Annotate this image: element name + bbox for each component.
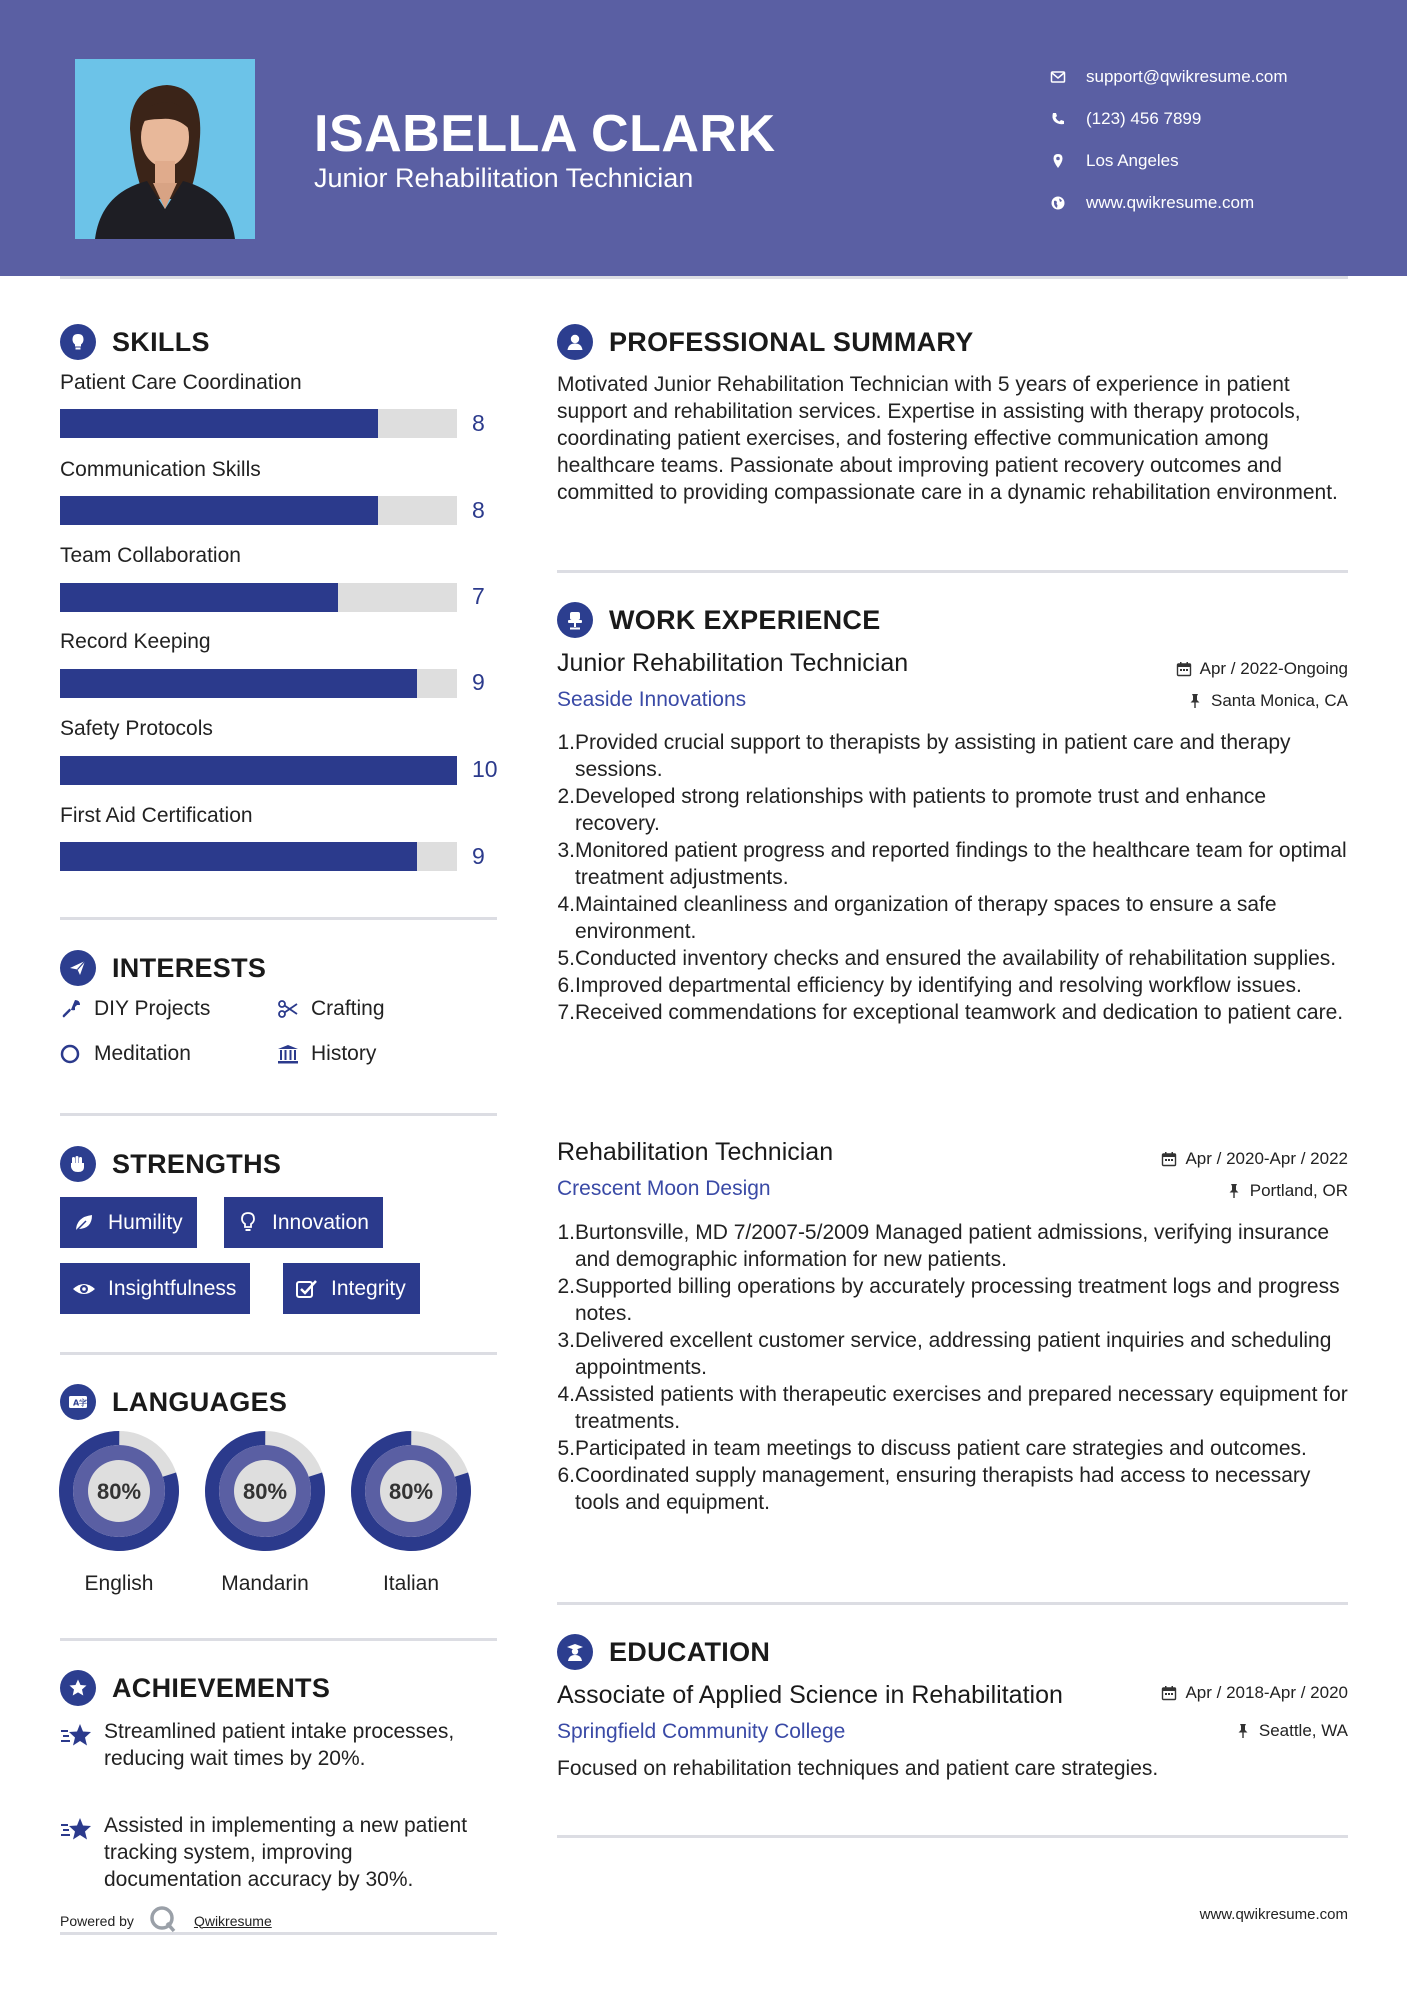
work-title: WORK EXPERIENCE [609,604,881,635]
job-location [1226,1181,1348,1201]
language-name: Italian [382,1572,440,1595]
skills-title: SKILLS [112,326,210,357]
strength-badge [224,1197,383,1248]
language-percent: 80% [96,1479,142,1504]
achievement-text: Streamlined patient intake processes, reducing wait times by 20%. [104,1720,455,1770]
email-text: support@qwikresume.com [1086,67,1288,86]
list-item: 2. Supported billing operations by accurately processing treatment logs and progress notes. [557,1275,1340,1325]
list-item: 1. Burtonsville, MD 7/2007-5/2009 Managed patient admissions, verifying insurance and demographic information for new patients. [557,1221,1330,1271]
leaf-icon [72,1211,96,1235]
resume-header [0,0,1407,276]
job-location-text: Santa Monica, CA [1210,691,1348,710]
work-heading [557,602,881,638]
skill-bar-fill [60,842,417,871]
section-divider [557,1602,1348,1605]
skill-bar [60,583,457,612]
languages-heading [60,1384,287,1420]
summary-text: Motivated Junior Rehabilitation Technician with 5 years of experience in patient support and rehabilitation services. Expertise in assisting with therapy protocols, coordinating patient exercises, and fostering effective communication among healthcare teams. Passionate about improving patient recovery outcomes and committed to providing compassionate care in a dynamic rehabilitation environment. [557,373,1338,504]
job-title: Junior Rehabilitation Technician [557,649,909,677]
contact-website[interactable] [1050,182,1370,224]
language-item [204,1430,326,1596]
contact-phone[interactable] [1050,98,1370,140]
globe-icon [1050,195,1086,211]
profile-photo [75,59,255,239]
pushpin-icon [1235,1723,1251,1739]
job-location [1187,691,1348,711]
list-item: 4. Maintained cleanliness and organization of therapy spaces to ensure a safe environment. [557,893,1277,943]
strengths-heading [60,1146,281,1182]
svg-text:A: A [73,1398,80,1408]
skill-score: 7 [472,583,485,609]
language-percent: 80% [388,1479,434,1504]
job-dates-text: Apr / 2022-Ongoing [1199,659,1348,678]
skill-label: First Aid Certification [60,804,253,827]
interest-label: History [311,1042,377,1065]
powered-by-label: Powered by [60,1912,134,1929]
skill-bar [60,669,457,698]
section-divider [60,1113,497,1116]
phone-icon [1050,111,1086,127]
qwikresume-link[interactable]: Qwikresume [193,1912,272,1929]
achievements-heading [60,1670,330,1706]
summary-title: PROFESSIONAL SUMMARY [609,326,974,357]
skill-score: 8 [472,497,485,523]
contact-block [1050,56,1370,224]
skill-bar-fill [60,496,378,525]
skills-heading [60,324,210,360]
skill-label: Safety Protocols [60,717,213,740]
list-item: 3. Delivered excellent customer service, addressing patient inquiries and scheduling appointments. [557,1329,1332,1379]
skill-label: Record Keeping [60,630,211,653]
list-item: 5. Conducted inventory checks and ensured the availability of rehabilitation supplies. [557,947,1337,970]
interest-label: Crafting [311,997,385,1020]
graduate-icon [557,1634,593,1670]
calendar-icon [1161,1151,1177,1167]
skill-bar-fill [60,756,457,785]
circle-icon [60,1043,94,1065]
achievement-item [60,1812,500,1893]
phone-text: (123) 456 7899 [1086,109,1202,128]
strength-badge [60,1263,250,1314]
language-percent: 80% [242,1479,288,1504]
job-dates-text: Apr / 2020-Apr / 2022 [1185,1149,1348,1168]
achievement-item [60,1718,500,1772]
skill-bar [60,409,457,438]
envelope-icon [1050,69,1086,85]
fist-icon [60,1146,96,1182]
strengths-title: STRENGTHS [112,1148,282,1179]
footer-website[interactable]: www.qwikresume.com [1199,1906,1348,1923]
strength-label: Innovation [272,1210,369,1234]
skill-bar-fill [60,669,417,698]
strength-label: Insightfulness [108,1276,237,1300]
job-dates [1161,1149,1348,1169]
section-divider [557,1835,1348,1838]
paper-plane-icon [60,950,96,986]
lightbulb-icon [236,1211,260,1235]
education-description: Focused on rehabilitation techniques and patient care strategies. [557,1757,1159,1780]
degree-title: Associate of Applied Science in Rehabilitation [557,1681,1063,1709]
skill-score: 8 [472,410,485,436]
language-name: English [84,1572,154,1595]
section-divider [60,1932,497,1935]
list-item: 6. Improved departmental efficiency by identifying and resolving workflow issues. [557,974,1302,997]
skill-bar-fill [60,409,378,438]
interests-heading [60,950,266,986]
job-dates [1176,659,1348,679]
pushpin-icon [1226,1183,1242,1199]
strength-badge [283,1263,420,1314]
calendar-icon [1161,1685,1177,1701]
language-icon [60,1384,96,1420]
school-name[interactable]: Springfield Community College [557,1720,846,1743]
candidate-name: ISABELLA CLARK [314,105,776,163]
interest-label: DIY Projects [94,997,211,1020]
list-item: 3. Monitored patient progress and reported findings to the healthcare team for optimal treatment adjustments. [557,839,1347,889]
website-text: www.qwikresume.com [1086,193,1255,212]
education-location-text: Seattle, WA [1258,1721,1348,1740]
languages-title: LANGUAGES [112,1386,288,1417]
eye-icon [72,1277,96,1301]
interest-item [60,1042,191,1066]
skill-bar-fill [60,583,338,612]
contact-location [1050,140,1370,182]
office-chair-icon [557,602,593,638]
strength-badge [60,1197,197,1248]
education-dates [1161,1683,1348,1703]
section-divider [60,917,497,920]
skill-label: Patient Care Coordination [60,371,302,394]
list-item: 5. Participated in team meetings to discuss patient care strategies and outcomes. [557,1437,1307,1460]
company-name[interactable]: Seaside Innovations [557,688,747,711]
language-donut [58,1430,180,1552]
skill-bar [60,842,457,871]
checkbox-icon [295,1277,319,1301]
star-icon [60,1718,104,1755]
strength-label: Integrity [331,1276,406,1300]
skill-label: Team Collaboration [60,544,241,567]
company-name[interactable]: Crescent Moon Design [557,1177,771,1200]
education-title: EDUCATION [609,1636,771,1667]
list-item: 1. Provided crucial support to therapists by assisting in patient care and therapy sessions. [557,731,1291,781]
language-name: Mandarin [221,1572,309,1595]
svg-text:字: 字 [79,1398,88,1408]
language-item [58,1430,180,1596]
section-divider [60,1352,497,1355]
job-responsibilities [557,1219,1352,1516]
list-item: 4. Assisted patients with therapeutic exercises and prepared necessary equipment for treatments. [557,1383,1348,1433]
job-title: Rehabilitation Technician [557,1138,834,1166]
lightbulb-icon [60,324,96,360]
skill-score: 10 [472,756,498,782]
star-icon [60,1812,104,1849]
map-pin-icon [1050,153,1086,169]
list-item: 7. Received commendations for exceptional teamwork and dedication to patient care. [557,1001,1344,1024]
header-divider [60,276,1348,279]
achievement-text: Assisted in implementing a new patient tracking system, improving documentation accuracy by 30%. [104,1814,468,1891]
job-responsibilities [557,729,1352,1026]
contact-email[interactable] [1050,56,1370,98]
summary-heading [557,324,974,360]
location-text: Los Angeles [1086,151,1179,170]
education-location [1235,1721,1348,1741]
museum-icon [277,1043,311,1065]
education-heading [557,1634,770,1670]
pushpin-icon [1187,693,1203,709]
calendar-icon [1176,661,1192,677]
interest-label: Meditation [94,1042,191,1065]
strength-label: Humility [108,1210,183,1234]
list-item: 2. Developed strong relationships with patients to promote trust and enhance recovery. [557,785,1267,835]
education-dates-text: Apr / 2018-Apr / 2020 [1185,1683,1348,1702]
section-divider [60,1638,497,1641]
skill-bar [60,496,457,525]
language-donut [204,1430,326,1552]
skill-score: 9 [472,669,485,695]
interests-title: INTERESTS [112,952,267,983]
job-location-text: Portland, OR [1249,1181,1348,1200]
list-item: 6. Coordinated supply management, ensuring therapists had access to necessary tools and equipment. [557,1464,1311,1514]
scissors-icon [277,998,311,1020]
interest-item [277,997,385,1021]
achievements-title: ACHIEVEMENTS [112,1672,331,1703]
skill-bar [60,756,457,785]
candidate-role: Junior Rehabilitation Technician [314,163,694,193]
wrench-icon [60,998,94,1020]
star-badge-icon [60,1670,96,1706]
interest-item [277,1042,376,1066]
skill-label: Communication Skills [60,458,261,481]
interest-item [60,997,210,1021]
user-icon [557,324,593,360]
section-divider [557,570,1348,573]
skill-score: 9 [472,843,485,869]
language-donut [350,1430,472,1552]
language-item [350,1430,472,1596]
